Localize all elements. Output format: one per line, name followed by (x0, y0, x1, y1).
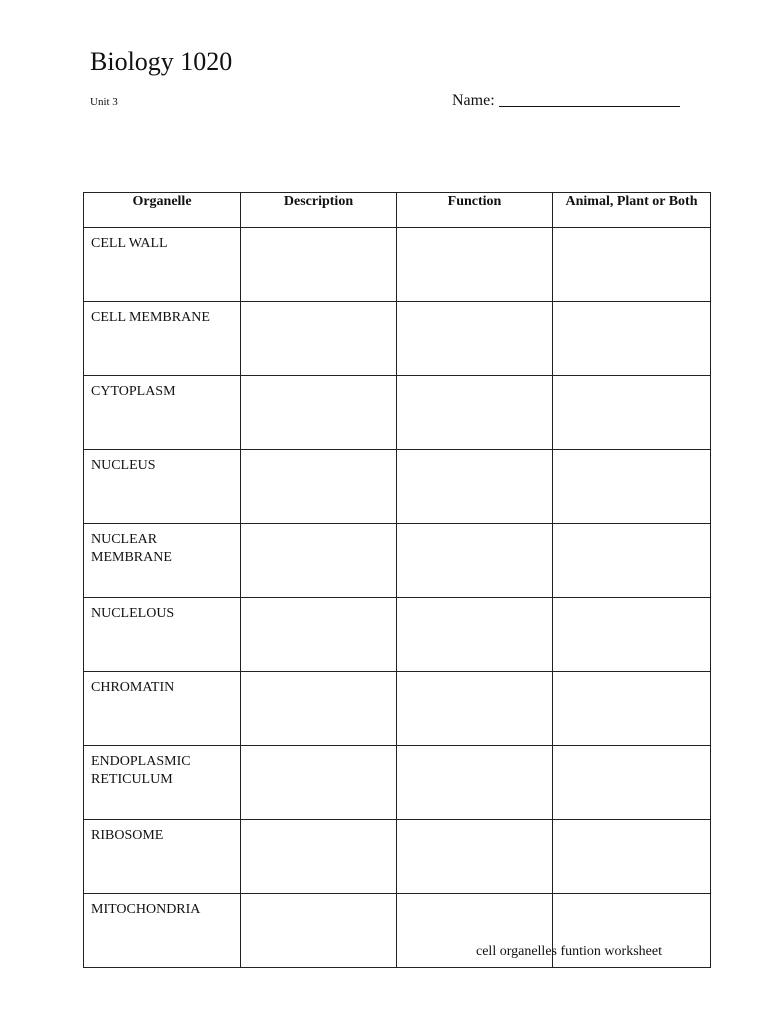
description-cell[interactable] (241, 376, 397, 450)
description-cell[interactable] (241, 228, 397, 302)
column-header-function: Function (397, 193, 553, 228)
table-row (84, 672, 711, 746)
description-cell[interactable] (241, 746, 397, 820)
function-cell[interactable] (397, 598, 553, 672)
table-row (84, 598, 711, 672)
description-cell[interactable] (241, 302, 397, 376)
table-row (84, 228, 711, 302)
function-cell[interactable] (397, 450, 553, 524)
function-cell[interactable] (397, 524, 553, 598)
organelle-cell: CHROMATIN (84, 672, 241, 746)
table-row (84, 376, 711, 450)
page-title: Biology 1020 (90, 47, 233, 76)
animal-plant-both-cell[interactable] (553, 376, 711, 450)
unit-label: Unit 3 (90, 96, 118, 108)
column-header-description: Description (241, 193, 397, 228)
description-cell[interactable] (241, 524, 397, 598)
table-row (84, 820, 711, 894)
function-cell[interactable] (397, 302, 553, 376)
name-field-line[interactable] (499, 106, 680, 107)
animal-plant-both-cell[interactable] (553, 302, 711, 376)
organelle-cell: ENDOPLASMIC RETICULUM (84, 746, 241, 820)
animal-plant-both-cell[interactable] (553, 524, 711, 598)
organelle-cell: MITOCHONDRIA (84, 894, 241, 968)
table-row (84, 302, 711, 376)
organelle-cell: NUCLEUS (84, 450, 241, 524)
function-cell[interactable] (397, 376, 553, 450)
description-cell[interactable] (241, 598, 397, 672)
organelle-cell: CELL MEMBRANE (84, 302, 241, 376)
description-cell[interactable] (241, 450, 397, 524)
column-header-organelle: Organelle (84, 193, 241, 228)
animal-plant-both-cell[interactable] (553, 746, 711, 820)
organelle-cell: NUCLELOUS (84, 598, 241, 672)
animal-plant-both-cell[interactable] (553, 672, 711, 746)
description-cell[interactable] (241, 672, 397, 746)
function-cell[interactable] (397, 746, 553, 820)
name-label: Name: (452, 92, 495, 109)
table-row (84, 524, 711, 598)
function-cell[interactable] (397, 820, 553, 894)
animal-plant-both-cell[interactable] (553, 228, 711, 302)
table-row (84, 746, 711, 820)
organelle-cell: CYTOPLASM (84, 376, 241, 450)
animal-plant-both-cell[interactable] (553, 820, 711, 894)
organelle-table (83, 192, 711, 968)
organelle-cell: NUCLEAR MEMBRANE (84, 524, 241, 598)
organelle-cell: RIBOSOME (84, 820, 241, 894)
table-row (84, 450, 711, 524)
column-header-animal-plant-both: Animal, Plant or Both (553, 193, 711, 228)
description-cell[interactable] (241, 820, 397, 894)
description-cell[interactable] (241, 894, 397, 968)
table-header-row (84, 193, 711, 228)
function-cell[interactable] (397, 228, 553, 302)
function-cell[interactable] (397, 672, 553, 746)
organelle-cell: CELL WALL (84, 228, 241, 302)
footer-caption: cell organelles funtion worksheet (476, 944, 662, 959)
animal-plant-both-cell[interactable] (553, 450, 711, 524)
animal-plant-both-cell[interactable] (553, 598, 711, 672)
